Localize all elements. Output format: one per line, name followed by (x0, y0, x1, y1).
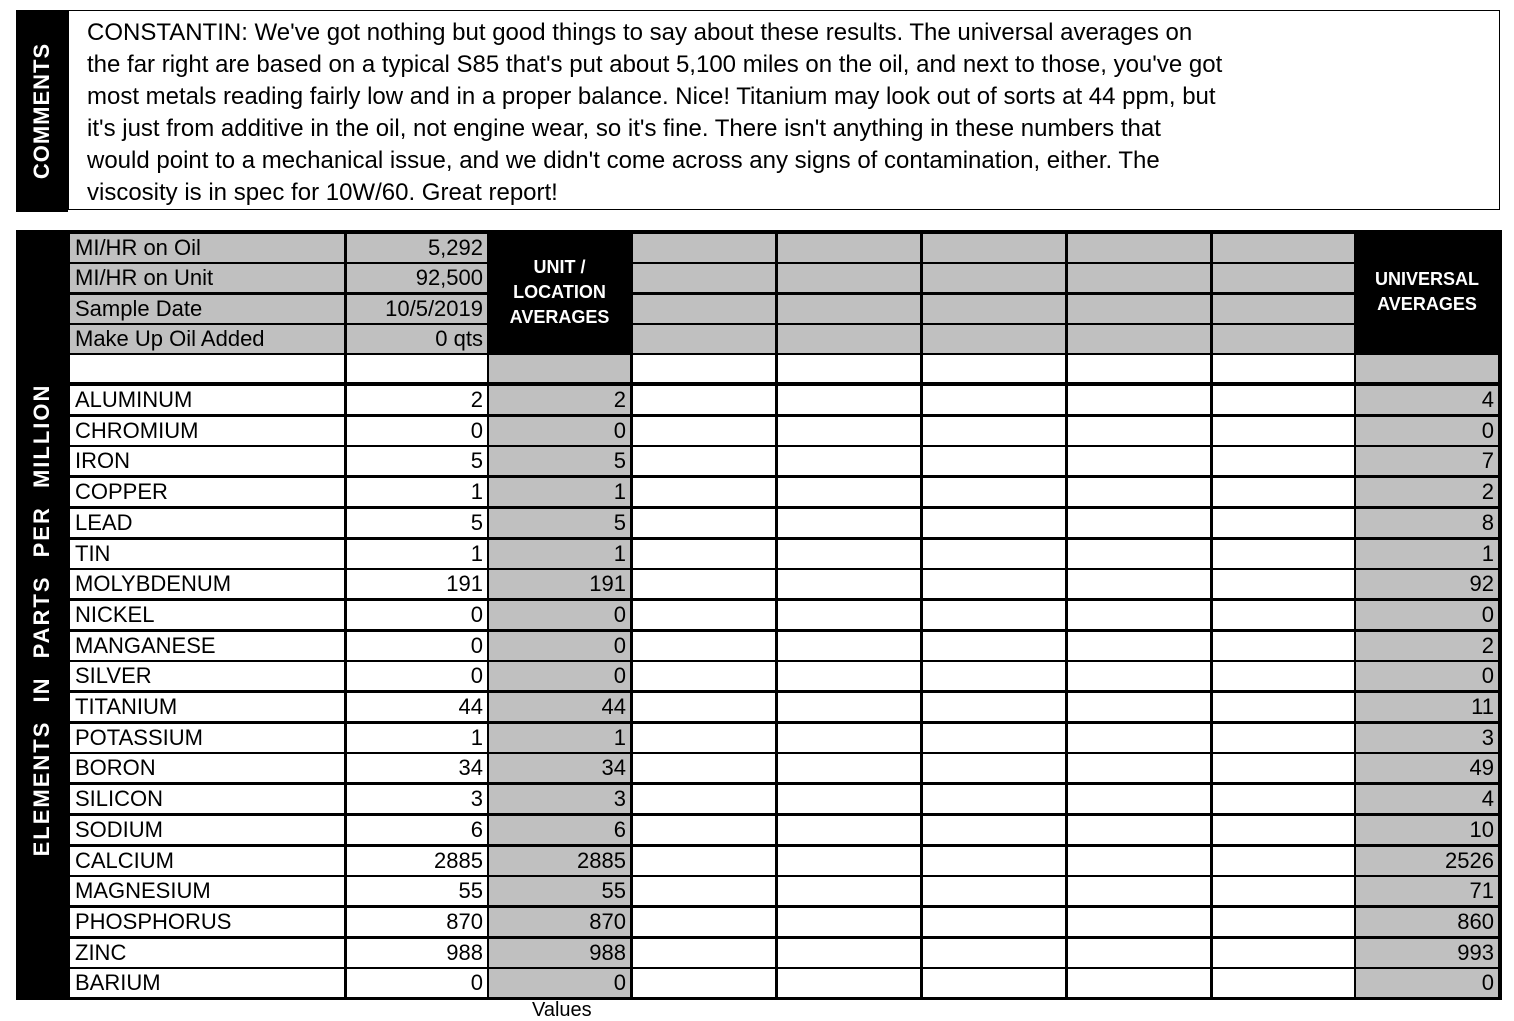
empty-cell (778, 264, 920, 292)
universal-average-value: 1 (1356, 540, 1498, 568)
empty-cell (923, 325, 1065, 353)
empty-cell (1068, 417, 1210, 445)
empty-cell (778, 478, 920, 506)
empty-cell (1068, 234, 1210, 262)
element-name: TITANIUM (70, 693, 344, 721)
unit-average-value: 3 (489, 785, 630, 813)
comments-box (68, 10, 1500, 210)
spacer-cell (633, 355, 775, 382)
element-name: SILVER (70, 662, 344, 690)
universal-average-value: 8 (1356, 509, 1498, 537)
spacer-cell (70, 355, 344, 382)
empty-cell (923, 570, 1065, 598)
empty-cell (1068, 754, 1210, 782)
empty-cell (923, 847, 1065, 875)
sample-value: 2 (347, 386, 487, 414)
comments-line: would point to a mechanical issue, and we didn't come across any signs of contamination, either. The (87, 147, 1160, 174)
element-name: CALCIUM (70, 847, 344, 875)
element-name: NICKEL (70, 601, 344, 629)
elements-side-label (16, 230, 68, 1000)
empty-cell (778, 969, 920, 997)
empty-cell (778, 325, 920, 353)
empty-cell (923, 693, 1065, 721)
universal-average-value: 3 (1356, 724, 1498, 752)
empty-cell (923, 662, 1065, 690)
empty-cell (923, 908, 1065, 936)
empty-cell (1068, 447, 1210, 475)
empty-cell (923, 632, 1065, 660)
element-name: SILICON (70, 785, 344, 813)
comments-line: it's just from additive in the oil, not engine wear, so it's fine. There isn't anything in these numbers that (87, 115, 1161, 142)
empty-cell (633, 877, 775, 905)
sample-value: 5 (347, 447, 487, 475)
empty-cell (1213, 295, 1354, 323)
unit-average-value: 44 (489, 693, 630, 721)
empty-cell (1068, 969, 1210, 997)
unit-average-value: 1 (489, 724, 630, 752)
empty-cell (633, 417, 775, 445)
empty-cell (778, 939, 920, 967)
empty-cell (1068, 264, 1210, 292)
empty-cell (1213, 264, 1354, 292)
empty-cell (778, 295, 920, 323)
universal-average-value: 4 (1356, 785, 1498, 813)
sample-value: 870 (347, 908, 487, 936)
empty-cell (633, 509, 775, 537)
empty-cell (1213, 417, 1354, 445)
sample-value: 6 (347, 816, 487, 844)
empty-cell (1068, 847, 1210, 875)
empty-cell (1213, 540, 1354, 568)
unit-average-value: 5 (489, 447, 630, 475)
empty-cell (923, 816, 1065, 844)
header-line: UNIVERSAL (1374, 269, 1479, 289)
element-name: ALUMINUM (70, 386, 344, 414)
empty-cell (633, 601, 775, 629)
empty-cell (1213, 816, 1354, 844)
empty-cell (778, 754, 920, 782)
spacer-cell (1356, 355, 1498, 382)
empty-cell (1068, 632, 1210, 660)
sample-value: 44 (347, 693, 487, 721)
empty-cell (633, 386, 775, 414)
empty-cell (1068, 478, 1210, 506)
unit-average-value: 1 (489, 478, 630, 506)
empty-cell (1213, 509, 1354, 537)
unit-average-value: 988 (489, 939, 630, 967)
empty-cell (923, 601, 1065, 629)
universal-average-value: 92 (1356, 570, 1498, 598)
sample-value: 0 (347, 417, 487, 445)
empty-cell (1068, 785, 1210, 813)
empty-cell (1213, 386, 1354, 414)
empty-cell (923, 785, 1065, 813)
empty-cell (633, 325, 775, 353)
empty-cell (633, 969, 775, 997)
empty-cell (1213, 847, 1354, 875)
empty-cell (633, 447, 775, 475)
empty-cell (1068, 724, 1210, 752)
universal-average-value: 860 (1356, 908, 1498, 936)
element-name: IRON (70, 447, 344, 475)
element-name: PHOSPHORUS (70, 908, 344, 936)
empty-cell (778, 570, 920, 598)
sample-value: 0 (347, 662, 487, 690)
info-label: Sample Date (70, 295, 344, 323)
universal-average-value: 0 (1356, 969, 1498, 997)
empty-cell (1213, 908, 1354, 936)
universal-averages-header (1356, 234, 1498, 350)
header-line: LOCATION (513, 281, 606, 302)
unit-average-value: 2885 (489, 847, 630, 875)
empty-cell (778, 662, 920, 690)
empty-cell (923, 264, 1065, 292)
empty-cell (1068, 540, 1210, 568)
empty-cell (1068, 570, 1210, 598)
sample-value: 3 (347, 785, 487, 813)
universal-average-value: 71 (1356, 877, 1498, 905)
unit-average-value: 0 (489, 601, 630, 629)
empty-cell (1213, 234, 1354, 262)
empty-cell (923, 417, 1065, 445)
element-name: MAGNESIUM (70, 877, 344, 905)
element-name: MOLYBDENUM (70, 570, 344, 598)
empty-cell (923, 969, 1065, 997)
empty-cell (633, 785, 775, 813)
empty-cell (633, 540, 775, 568)
empty-cell (1068, 693, 1210, 721)
universal-average-value: 0 (1356, 417, 1498, 445)
unit-average-value: 1 (489, 540, 630, 568)
sample-value: 2885 (347, 847, 487, 875)
empty-cell (1213, 754, 1354, 782)
empty-cell (923, 877, 1065, 905)
sample-value: 0 (347, 601, 487, 629)
sample-value: 5 (347, 509, 487, 537)
element-name: CHROMIUM (70, 417, 344, 445)
empty-cell (778, 785, 920, 813)
empty-cell (1213, 447, 1354, 475)
comments-text (87, 17, 1337, 209)
sample-value: 191 (347, 570, 487, 598)
empty-cell (923, 509, 1065, 537)
comments-line: viscosity is in spec for 10W/60. Great report! (87, 179, 558, 206)
info-value: 5,292 (347, 234, 487, 262)
empty-cell (1213, 693, 1354, 721)
spacer-cell (489, 355, 630, 382)
sample-value: 0 (347, 969, 487, 997)
universal-average-value: 0 (1356, 662, 1498, 690)
universal-average-value: 2 (1356, 478, 1498, 506)
universal-average-value: 10 (1356, 816, 1498, 844)
empty-cell (778, 724, 920, 752)
element-name: BARIUM (70, 969, 344, 997)
info-label: Make Up Oil Added (70, 325, 344, 353)
empty-cell (1213, 632, 1354, 660)
header-line: AVERAGES (1377, 294, 1477, 314)
empty-cell (1213, 478, 1354, 506)
sample-value: 55 (347, 877, 487, 905)
empty-cell (778, 540, 920, 568)
empty-cell (633, 847, 775, 875)
unit-average-value: 5 (489, 509, 630, 537)
sample-value: 0 (347, 632, 487, 660)
unit-average-value: 2 (489, 386, 630, 414)
universal-average-value: 993 (1356, 939, 1498, 967)
empty-cell (1068, 939, 1210, 967)
header-line: AVERAGES (509, 306, 610, 327)
universal-average-value: 7 (1356, 447, 1498, 475)
unit-average-value: 34 (489, 754, 630, 782)
unit-average-value: 191 (489, 570, 630, 598)
empty-cell (923, 295, 1065, 323)
unit-average-value: 0 (489, 417, 630, 445)
spacer-cell (1213, 355, 1354, 382)
info-label: MI/HR on Oil (70, 234, 344, 262)
unit-average-value: 6 (489, 816, 630, 844)
element-name: MANGANESE (70, 632, 344, 660)
empty-cell (1068, 386, 1210, 414)
footer-cut-text: Values (532, 999, 592, 1021)
empty-cell (778, 386, 920, 414)
empty-cell (633, 724, 775, 752)
empty-cell (1213, 724, 1354, 752)
empty-cell (923, 478, 1065, 506)
empty-cell (923, 386, 1065, 414)
empty-cell (923, 540, 1065, 568)
empty-cell (778, 509, 920, 537)
universal-average-value: 0 (1356, 601, 1498, 629)
empty-cell (1068, 908, 1210, 936)
element-name: COPPER (70, 478, 344, 506)
sample-value: 988 (347, 939, 487, 967)
universal-average-value: 49 (1356, 754, 1498, 782)
empty-cell (1068, 601, 1210, 629)
empty-cell (633, 693, 775, 721)
sample-value: 1 (347, 540, 487, 568)
empty-cell (923, 234, 1065, 262)
element-name: POTASSIUM (70, 724, 344, 752)
empty-cell (633, 816, 775, 844)
spacer-cell (347, 355, 487, 382)
comments-section (16, 10, 1502, 212)
comments-line: most metals reading fairly low and in a proper balance. Nice! Titanium may look out of sorts at 44 ppm, but (87, 83, 1216, 110)
unit-location-averages-header (489, 234, 630, 350)
empty-cell (778, 908, 920, 936)
element-name: BORON (70, 754, 344, 782)
empty-cell (778, 847, 920, 875)
empty-cell (1213, 325, 1354, 353)
empty-cell (1068, 662, 1210, 690)
sample-value: 1 (347, 724, 487, 752)
empty-cell (1213, 969, 1354, 997)
empty-cell (778, 601, 920, 629)
spacer-cell (1068, 355, 1210, 382)
comments-label: COMMENTS (29, 42, 54, 180)
info-value: 10/5/2019 (347, 295, 487, 323)
empty-cell (633, 478, 775, 506)
empty-cell (1213, 877, 1354, 905)
empty-cell (1213, 570, 1354, 598)
empty-cell (1068, 325, 1210, 353)
empty-cell (778, 816, 920, 844)
empty-cell (778, 234, 920, 262)
sample-value: 1 (347, 478, 487, 506)
empty-cell (633, 570, 775, 598)
empty-cell (923, 447, 1065, 475)
spacer-cell (923, 355, 1065, 382)
unit-average-value: 0 (489, 662, 630, 690)
empty-cell (923, 939, 1065, 967)
empty-cell (778, 877, 920, 905)
universal-average-value: 2526 (1356, 847, 1498, 875)
comments-line: CONSTANTIN: We've got nothing but good things to say about these results. The universal averages on (87, 19, 1193, 46)
universal-average-value: 11 (1356, 693, 1498, 721)
universal-average-value: 2 (1356, 632, 1498, 660)
element-name: SODIUM (70, 816, 344, 844)
elements-label: ELEMENTS IN PARTS PER MILLION (29, 383, 54, 857)
info-value: 0 qts (347, 325, 487, 353)
empty-cell (778, 417, 920, 445)
info-value: 92,500 (347, 264, 487, 292)
info-label: MI/HR on Unit (70, 264, 344, 292)
empty-cell (633, 632, 775, 660)
empty-cell (923, 754, 1065, 782)
empty-cell (778, 693, 920, 721)
universal-average-value: 4 (1356, 386, 1498, 414)
element-name: ZINC (70, 939, 344, 967)
empty-cell (633, 754, 775, 782)
empty-cell (633, 264, 775, 292)
sample-value: 34 (347, 754, 487, 782)
empty-cell (1068, 295, 1210, 323)
empty-cell (923, 724, 1065, 752)
spacer-cell (778, 355, 920, 382)
elements-table (16, 230, 1502, 1000)
empty-cell (1068, 816, 1210, 844)
empty-cell (1068, 877, 1210, 905)
comments-side-label (16, 10, 68, 212)
comments-line: the far right are based on a typical S85 that's put about 5,100 miles on the oil, and next to those, you've got (87, 51, 1223, 78)
header-line: UNIT / (533, 256, 586, 277)
empty-cell (1068, 509, 1210, 537)
unit-average-value: 0 (489, 969, 630, 997)
empty-cell (1213, 662, 1354, 690)
unit-average-value: 55 (489, 877, 630, 905)
empty-cell (1213, 785, 1354, 813)
empty-cell (778, 632, 920, 660)
unit-average-value: 0 (489, 632, 630, 660)
empty-cell (633, 234, 775, 262)
empty-cell (633, 662, 775, 690)
element-name: TIN (70, 540, 344, 568)
empty-cell (633, 939, 775, 967)
element-name: LEAD (70, 509, 344, 537)
empty-cell (633, 295, 775, 323)
empty-cell (1213, 601, 1354, 629)
empty-cell (1213, 939, 1354, 967)
empty-cell (778, 447, 920, 475)
unit-average-value: 870 (489, 908, 630, 936)
empty-cell (633, 908, 775, 936)
